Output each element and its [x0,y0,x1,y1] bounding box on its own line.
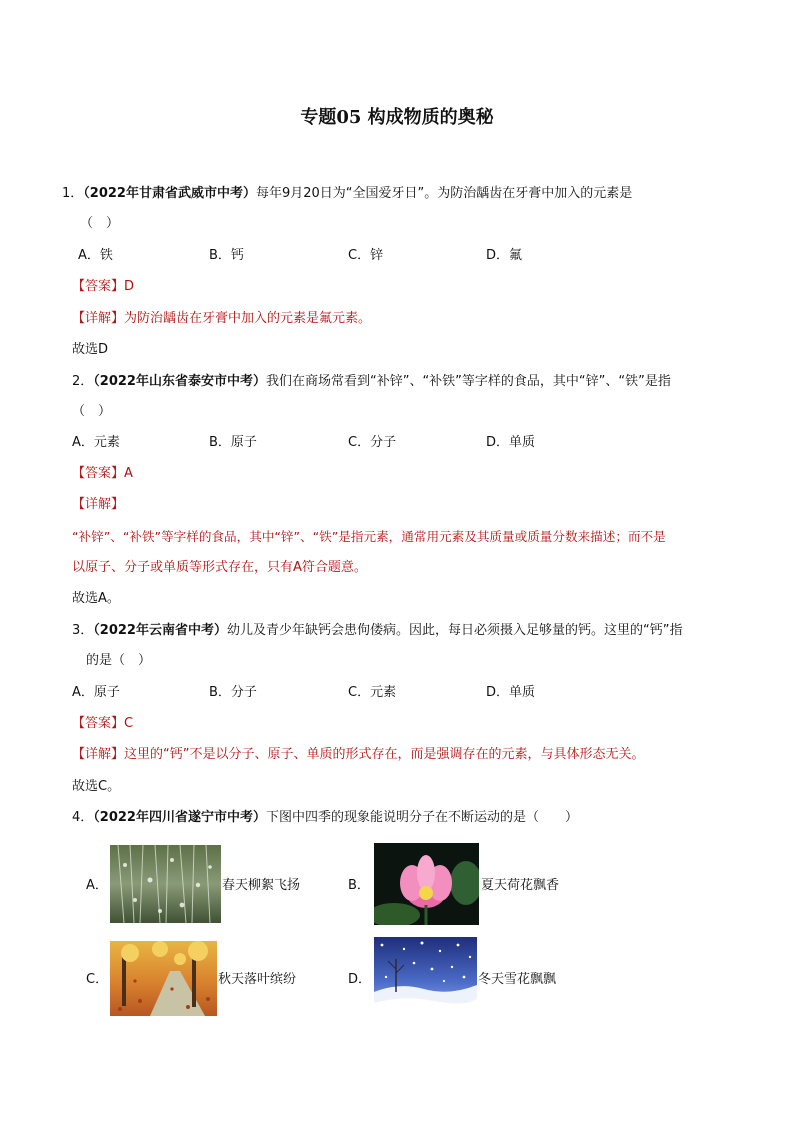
question-text: 每年9月20日为“全国爱牙日”。为防治龋齿在牙膏中加入的元素是 [255,186,633,201]
question-1-conclusion: 故选D [72,342,109,357]
question-2-paren: （ ） [72,404,112,419]
answer-label: 【答案】 [72,279,125,294]
question-number: 4． [72,810,94,825]
snowfall-photo [374,937,477,1018]
question-3-option-a: A．原子 [72,685,120,700]
question-source: （2022年四川省遂宁市中考） [93,810,266,825]
question-1-paren: （ ） [80,216,120,231]
question-2-option-a: A．元素 [72,435,120,450]
page-title: 专题05 构成物质的奥秘 [300,107,494,128]
autumn-leaves-photo [110,941,217,1016]
question-source: （2022年云南省中考） [93,623,227,638]
detail-label: 【详解】 [72,747,125,762]
question-3-stem [72,621,682,641]
detail-text: 为防治龋齿在牙膏中加入的元素是氟元素。 [124,311,372,326]
question-3-option-d: D．单质 [486,685,536,700]
question-1-detail [72,309,371,329]
question-3-conclusion: 故选C。 [72,779,121,794]
answer-value: C [124,716,134,731]
question-2-option-b: B．原子 [209,435,257,450]
question-4-option-d-caption: 冬天雪花飘飘 [478,972,557,987]
detail-text: 这里的“钙”不是以分子、原子、单质的形式存在，而是强调存在的元素，与具体形态无关。 [124,747,645,762]
question-2-detail-line-1: “补锌”、“补铁”等字样的食品，其中“锌”、“铁”是指元素，通常用元素及其质量或质量分数来描述；而不是 [72,529,666,544]
answer-label: 【答案】 [72,466,125,481]
question-4-stem [72,808,578,828]
question-3-option-b: B．分子 [209,685,257,700]
question-3-detail [72,745,645,765]
question-4-option-a-letter: A． [86,878,108,893]
question-number: 1． [62,186,84,201]
question-1-answer [72,277,134,297]
question-3-stem-continued: 的是（ ） [86,653,152,668]
answer-value: D [124,279,135,294]
question-4-option-b-letter: B． [348,878,370,893]
question-2-detail-label: 【详解】 [72,497,125,512]
question-4-option-c-caption: 秋天落叶缤纷 [218,972,297,987]
answer-label: 【答案】 [72,716,125,731]
question-4-option-a-caption: 春天柳絮飞扬 [222,878,301,893]
question-1-option-d: D．氟 [486,248,523,263]
question-2-detail-line-2: 以原子、分子或单质等形式存在，只有A符合题意。 [72,560,367,575]
question-2-conclusion: 故选A。 [72,591,120,606]
question-4-option-b-caption: 夏天荷花飘香 [481,878,560,893]
question-3-option-c: C．元素 [348,685,397,700]
question-source: （2022年甘肃省武威市中考） [83,186,256,201]
question-number: 2． [72,374,94,389]
question-1-option-a: A．铁 [78,248,113,263]
detail-label: 【详解】 [72,311,125,326]
question-1-option-b: B．钙 [209,248,244,263]
willow-catkins-photo [110,845,221,923]
question-2-option-c: C．分子 [348,435,397,450]
question-4-option-d-letter: D． [348,972,372,987]
question-2-answer [72,464,133,484]
question-2-stem [72,372,671,392]
question-3-answer [72,714,133,734]
question-1-stem [62,184,632,204]
question-2-option-d: D．单质 [486,435,536,450]
question-1-option-c: C．锌 [348,248,384,263]
question-text: 幼儿及青少年缺钙会患佝偻病。因此，每日必须摄入足够量的钙。这里的“钙”指 [226,623,683,638]
question-text: 下图中四季的现象能说明分子在不断运动的是（ ） [265,810,578,825]
question-4-option-c-letter: C． [86,972,109,987]
question-number: 3． [72,623,94,638]
answer-value: A [124,466,133,481]
question-text: 我们在商场常看到“补锌”、“补铁”等字样的食品，其中“锌”、“铁”是指 [265,374,671,389]
lotus-flower-photo [374,843,479,925]
question-source: （2022年山东省泰安市中考） [93,374,266,389]
